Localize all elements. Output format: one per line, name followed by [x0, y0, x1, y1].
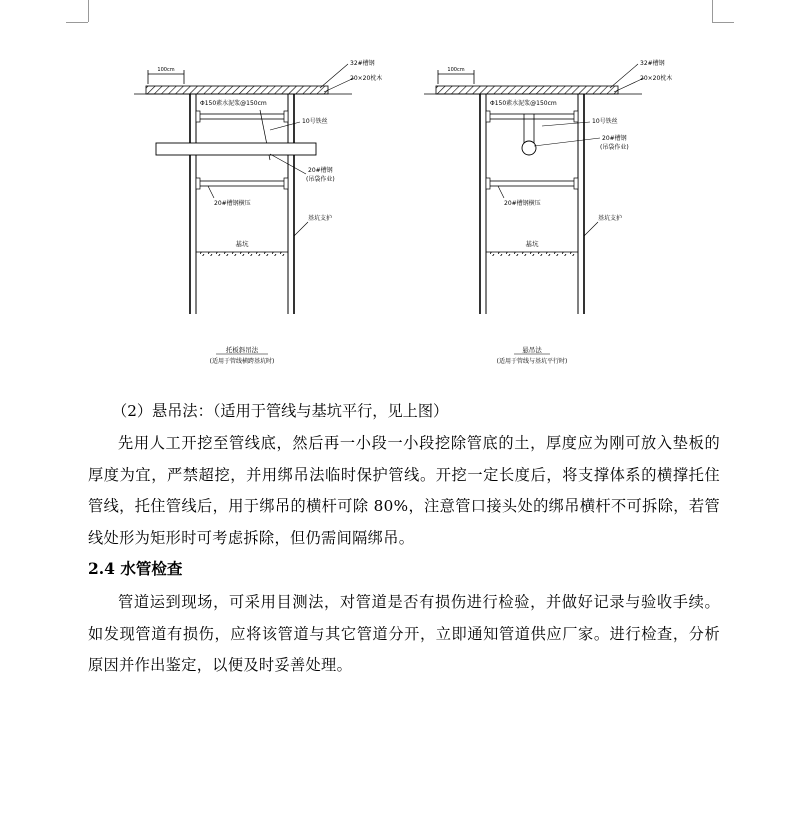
right-label-support: 基坑支护	[598, 215, 623, 222]
left-diagram	[134, 59, 382, 365]
figure-svg	[120, 50, 673, 380]
left-cross-pipe	[156, 143, 316, 155]
right-pipe-section	[522, 141, 536, 155]
right-label-beam-sub: (吊袋作业)	[600, 144, 629, 151]
left-top-beam	[146, 86, 328, 94]
left-label-beam: 20#槽钢	[308, 167, 333, 174]
right-label-press: 20#槽钢横压	[504, 200, 541, 207]
pipe-suspension-figure	[120, 50, 673, 380]
left-label-wire: 10号铁丝	[302, 118, 328, 125]
crop-mark-top-right-h	[712, 22, 734, 23]
right-caption: 悬吊法	[522, 346, 542, 354]
crop-mark-top-right-v	[712, 0, 713, 22]
right-diagram	[424, 59, 672, 365]
right-label-pipe: Φ150素水泥浆@150cm	[490, 100, 557, 107]
right-label-steel: 32#槽钢	[640, 60, 665, 67]
body-block-1	[88, 428, 720, 554]
left-label-pipe: Φ150素水泥浆@150cm	[200, 100, 267, 107]
right-label-wire: 10号铁丝	[592, 118, 618, 125]
right-top-beam	[436, 86, 618, 94]
crop-mark-top-left-v	[88, 0, 89, 22]
right-caption-sub: (适用于管线与基坑平行时)	[496, 358, 568, 365]
left-label-beam-sub: (吊袋作业)	[306, 176, 335, 183]
left-label-press: 20#槽钢横压	[214, 200, 251, 207]
left-label-pit: 基坑	[235, 240, 249, 248]
paragraph-pipe-inspection: 管道运到现场，可采用目测法，对管道是否有损伤进行检验，并做好记录与验收手续。如发现管道有损伤，应将该管道与其它管道分开，立即通知管道供应厂家。进行检查，分析原因并作出鉴定，以便及时妥善处理。	[88, 593, 720, 674]
right-label-pit: 基坑	[525, 240, 539, 248]
left-caption-sub: (适用于管线横跨基坑时)	[209, 358, 275, 365]
left-caption: 托板斜吊法	[225, 346, 259, 354]
right-dim-label: 100cm	[447, 67, 465, 73]
body-block-2	[88, 587, 720, 682]
crop-mark-top-left-h	[66, 22, 88, 23]
paragraph-suspension-method: （2）悬吊法：（适用于管线与基坑平行，见上图）	[112, 402, 449, 420]
section-heading: 2.4 水管检查	[88, 559, 183, 578]
left-label-steel: 32#槽钢	[350, 60, 375, 67]
left-label-support: 基坑支护	[308, 215, 333, 222]
paragraph-excavation: 先用人工开挖至管线底，然后再一小段一小段挖除管底的土，厚度应为刚可放入垫板的厚度为宜，严禁超挖，并用绑吊法临时保护管线。开挖一定长度后，将支撑体系的横撑托住管线，托住管线后，用于绑吊的横杆可除 80%，注意管口接头处的绑吊横杆不可拆除，若管线处形为矩形时可考虑拆除，但仍需间隔绑吊。	[88, 434, 720, 547]
left-label-wood: 20×20枕木	[350, 75, 383, 82]
right-label-wood: 20×20枕木	[640, 75, 673, 82]
left-dim-label: 100cm	[157, 67, 175, 73]
right-label-beam: 20#槽钢	[602, 135, 627, 142]
